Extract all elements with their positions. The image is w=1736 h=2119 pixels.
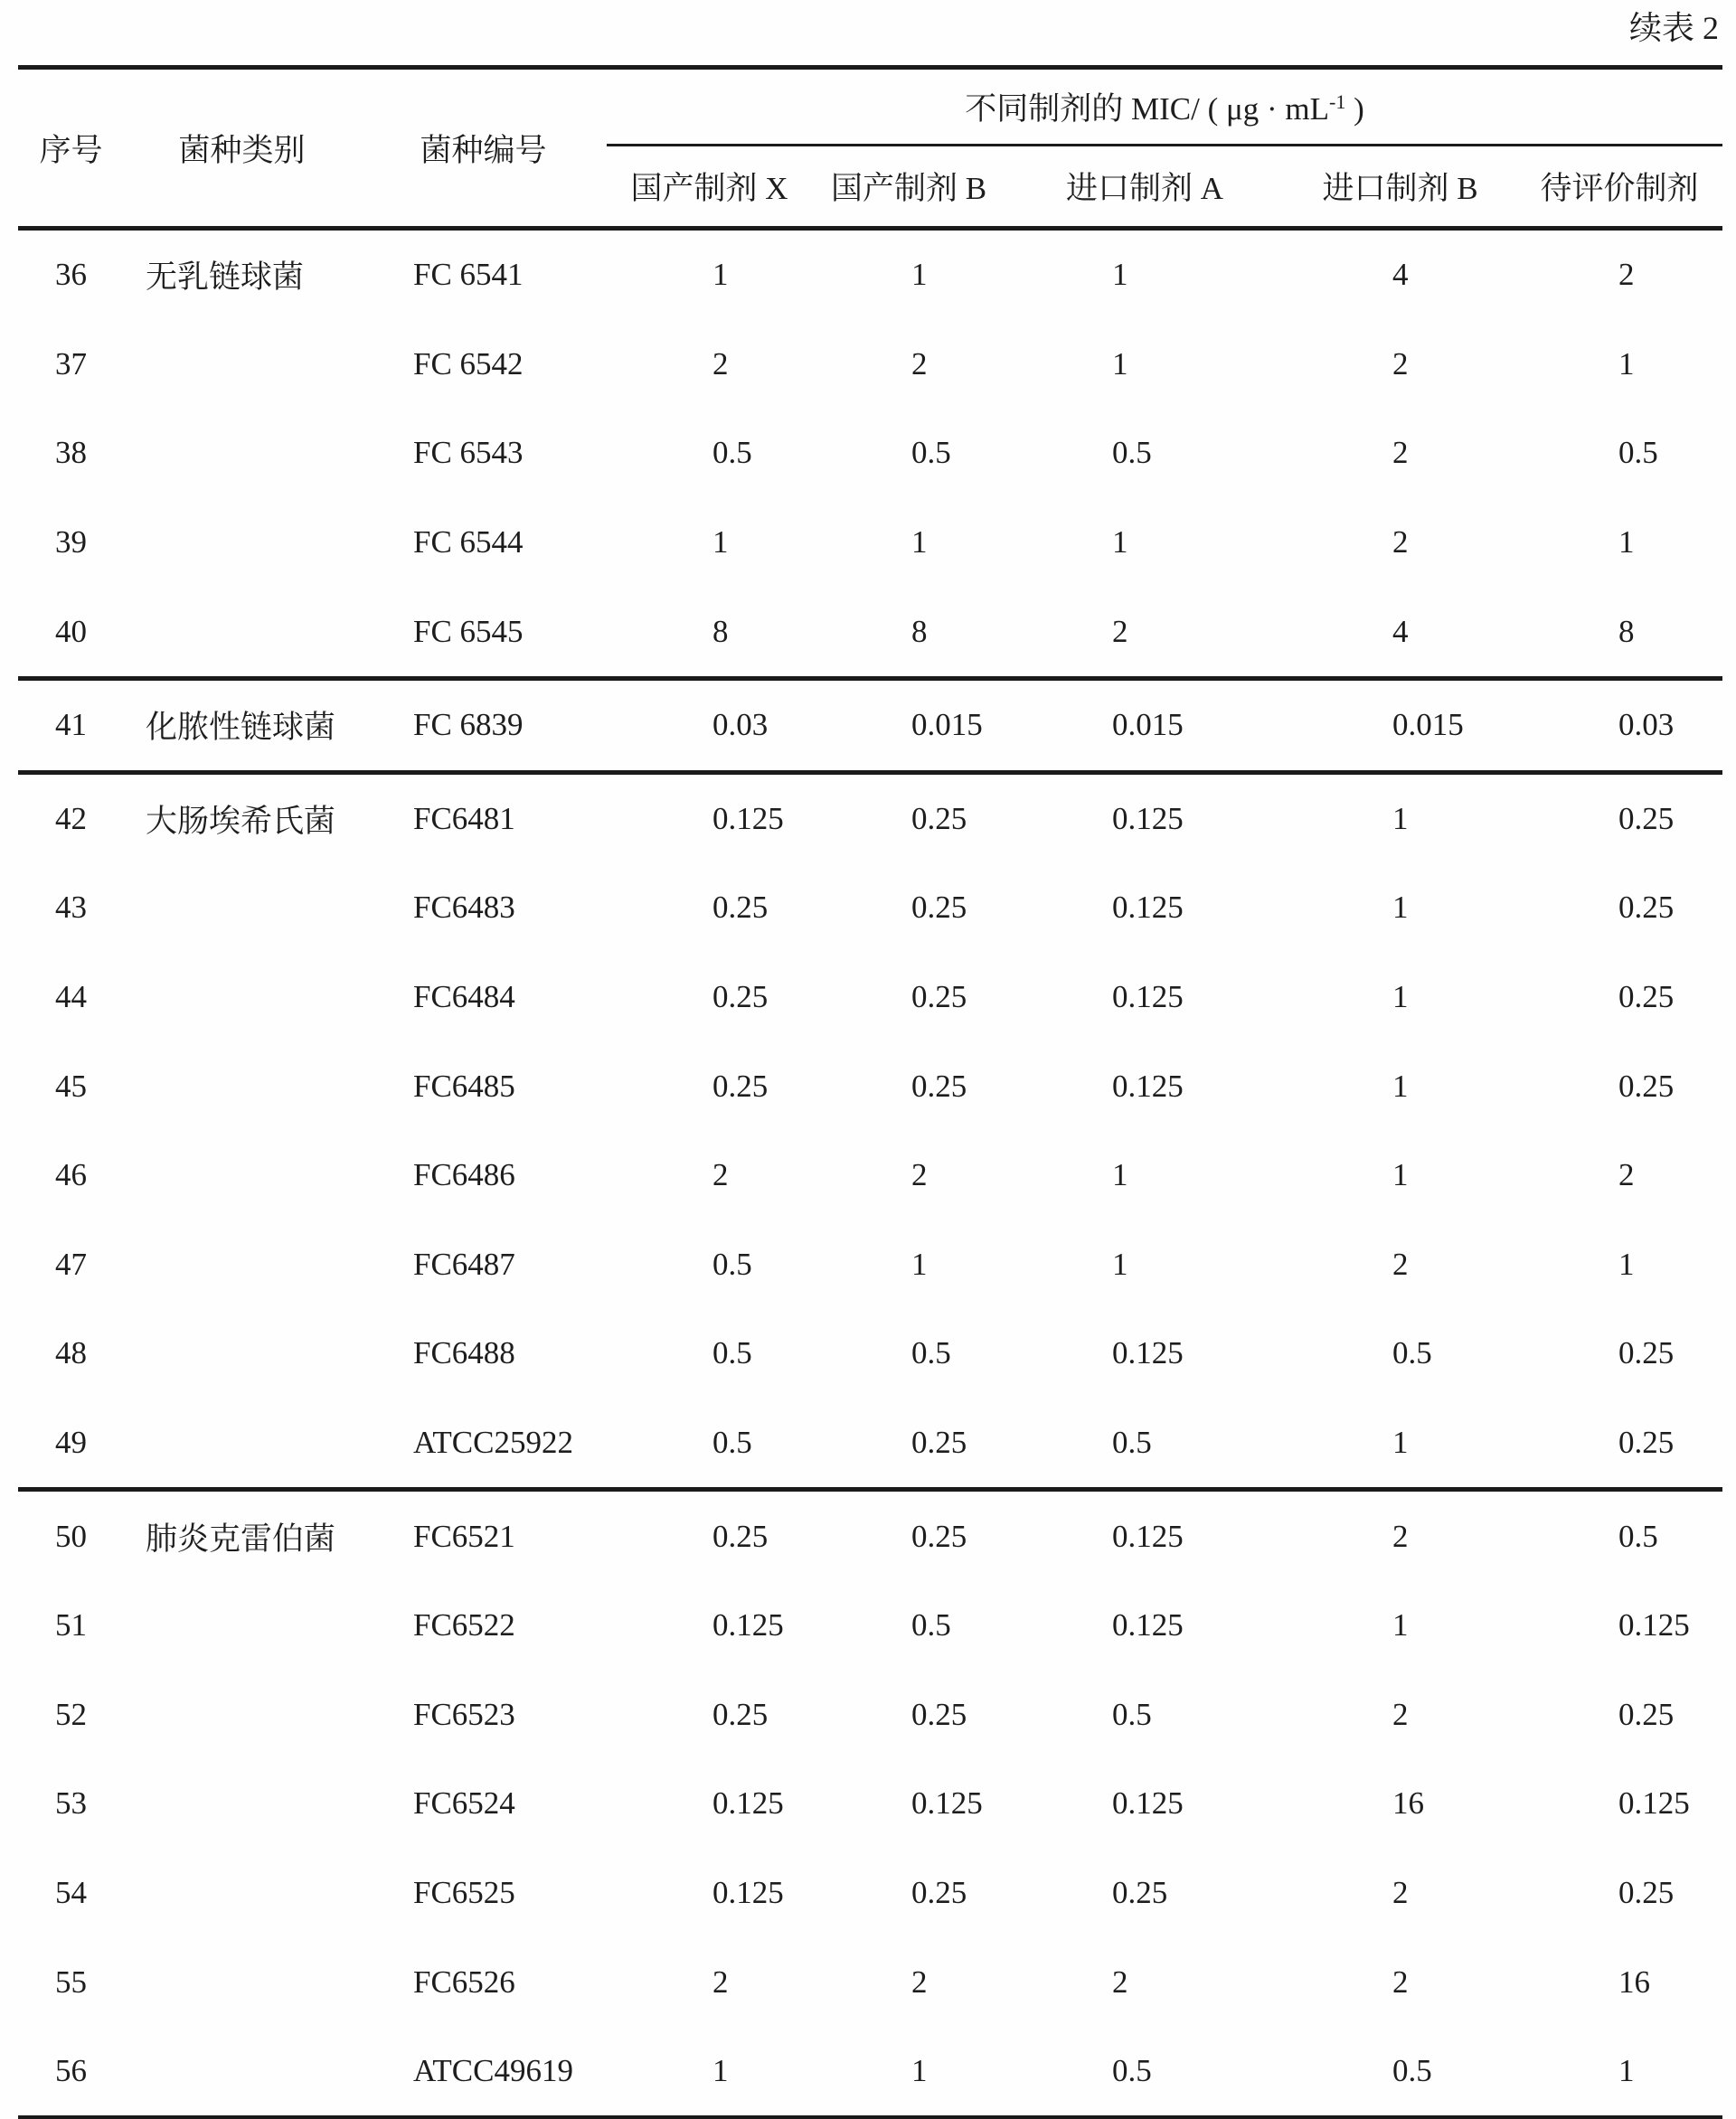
cell-strain: ATCC25922: [413, 1425, 573, 1461]
table-row: [18, 2027, 1722, 2118]
cell-mic-import-b: 2: [1284, 1490, 1516, 1581]
cell-index: 51: [55, 1607, 87, 1643]
cell-mic-import-b: 4: [1392, 257, 1409, 293]
cell-mic-import-a: 2: [1112, 613, 1128, 649]
cell-mic-import-b: 16: [1392, 1785, 1424, 1822]
header-domestic-b: 国产制剂 B: [812, 146, 1005, 229]
table-row: [18, 1671, 1722, 1760]
cell-mic-domestic-b: 0.25: [911, 1425, 967, 1461]
table-row: [18, 409, 1722, 498]
cell-mic-evaluated: 0.25: [1618, 890, 1675, 926]
cell-mic-domestic-b: 0.5: [911, 435, 951, 471]
table-row: [18, 1937, 1722, 2027]
cell-strain: FC 6544: [413, 524, 524, 560]
cell-category: [124, 953, 360, 1042]
cell-category: [124, 409, 360, 498]
table-row: [18, 320, 1722, 410]
cell-category: 无乳链球菌: [146, 259, 305, 296]
cell-strain: FC 6839: [360, 678, 607, 772]
cell-index: 36: [55, 257, 87, 293]
cell-mic-evaluated: 1: [1618, 524, 1635, 560]
cell-mic-domestic-b: 0.015: [812, 678, 1005, 772]
cell-mic-import-b: 1: [1392, 1425, 1409, 1461]
table-body: [18, 229, 1722, 2118]
cell-mic-domestic-x: 0.03: [607, 678, 812, 772]
cell-strain: FC6525: [413, 1874, 515, 1910]
cell-index: 50: [18, 1490, 124, 1581]
cell-strain: FC6483: [413, 890, 515, 926]
cell-mic-domestic-b: 0.25: [911, 1068, 967, 1104]
header-strain: 菌种编号: [360, 68, 607, 229]
header-import-b: 进口制剂 B: [1284, 146, 1516, 229]
cell-mic-evaluated: 1: [1618, 345, 1635, 381]
header-row-main: [18, 68, 1722, 146]
cell-mic-import-a: 0.125: [1112, 1785, 1184, 1822]
cell-mic-import-b: 2: [1392, 1874, 1409, 1910]
cell-index: 46: [55, 1157, 87, 1193]
cell-mic-import-a: 0.25: [1112, 1874, 1168, 1910]
cell-mic-evaluated: 0.5: [1516, 1490, 1722, 1581]
cell-mic-import-b: 1: [1392, 979, 1409, 1015]
cell-mic-import-a: 1: [1112, 524, 1128, 560]
cell-mic-domestic-x: 0.25: [607, 1490, 812, 1581]
cell-mic-domestic-b: 0.25: [911, 979, 967, 1015]
cell-strain: FC6526: [413, 1964, 515, 2000]
cell-mic-domestic-x: 0.5: [712, 435, 752, 471]
table-header: [18, 68, 1722, 229]
cell-mic-import-a: 2: [1112, 1964, 1128, 2000]
cell-index: 40: [55, 613, 87, 649]
cell-mic-domestic-b: 2: [911, 345, 928, 381]
cell-category: [124, 1759, 360, 1849]
cell-strain: FC 6543: [413, 435, 524, 471]
cell-mic-domestic-x: 0.125: [712, 1874, 784, 1910]
cell-mic-evaluated: 0.03: [1516, 678, 1722, 772]
cell-mic-domestic-x: 8: [712, 613, 729, 649]
mic-table: [18, 65, 1722, 2119]
cell-category: [124, 498, 360, 588]
cell-mic-domestic-x: 2: [712, 345, 729, 381]
cell-mic-evaluated: 0.5: [1618, 435, 1658, 471]
cell-mic-domestic-x: 0.25: [712, 979, 769, 1015]
table-row: [18, 1309, 1722, 1399]
cell-index: 37: [55, 345, 87, 381]
cell-mic-domestic-x: 0.125: [712, 1785, 784, 1822]
table-row: [18, 1399, 1722, 1490]
cell-mic-import-a: 0.5: [1112, 1696, 1152, 1732]
cell-strain: FC6521: [360, 1490, 607, 1581]
cell-mic-import-a: 1: [1112, 1246, 1128, 1282]
header-domestic-x: 国产制剂 X: [607, 146, 812, 229]
cell-category: [124, 1399, 360, 1490]
cell-strain: FC 6542: [413, 345, 524, 381]
cell-mic-domestic-b: 0.125: [911, 1785, 983, 1822]
cell-strain: FC6523: [413, 1696, 515, 1732]
cell-mic-evaluated: 0.25: [1618, 1335, 1675, 1371]
cell-category: [124, 1220, 360, 1310]
cell-mic-domestic-b: 8: [911, 613, 928, 649]
header-category: 菌种类别: [124, 68, 360, 229]
table-row: [18, 1220, 1722, 1310]
cell-mic-domestic-x: 1: [712, 257, 729, 293]
cell-mic-domestic-x: 0.25: [712, 890, 769, 926]
cell-strain: FC6485: [413, 1068, 515, 1104]
cell-mic-domestic-b: 0.25: [812, 1490, 1005, 1581]
table-row: [18, 863, 1722, 953]
cell-strain: FC 6541: [413, 257, 524, 293]
cell-mic-domestic-x: 0.5: [712, 1425, 752, 1461]
table-row: [18, 1490, 1722, 1581]
cell-mic-import-a: 0.125: [1112, 1068, 1184, 1104]
cell-index: 49: [55, 1425, 87, 1461]
cell-category: 肺炎克雷伯菌: [124, 1490, 360, 1581]
header-index: 序号: [18, 68, 124, 229]
cell-index: 56: [55, 2053, 87, 2089]
cell-index: 53: [55, 1785, 87, 1822]
cell-mic-import-a: 0.125: [1112, 1335, 1184, 1371]
cell-index: 54: [55, 1874, 87, 1910]
mic-group-superscript: -1: [1329, 90, 1346, 113]
cell-mic-domestic-b: 0.5: [911, 1335, 951, 1371]
cell-index: 55: [55, 1964, 87, 2000]
cell-mic-import-a: 0.125: [1112, 1607, 1184, 1643]
cell-mic-domestic-b: 2: [911, 1157, 928, 1193]
cell-mic-domestic-b: 0.5: [911, 1607, 951, 1643]
cell-category: [124, 320, 360, 410]
table-row: [18, 587, 1722, 678]
cell-mic-domestic-x: 0.25: [712, 1696, 769, 1732]
cell-category: [124, 863, 360, 953]
table-row: [18, 1759, 1722, 1849]
cell-mic-import-a: 0.5: [1112, 435, 1152, 471]
table-row: [18, 1581, 1722, 1671]
cell-mic-domestic-b: 1: [911, 1246, 928, 1282]
cell-strain: FC 6545: [413, 613, 524, 649]
cell-mic-import-b: 2: [1392, 524, 1409, 560]
cell-index: 42: [18, 772, 124, 863]
cell-mic-import-b: 2: [1392, 435, 1409, 471]
cell-index: 52: [55, 1696, 87, 1732]
cell-mic-import-b: 1: [1392, 890, 1409, 926]
cell-category: [124, 1937, 360, 2027]
table-row: [18, 1041, 1722, 1131]
cell-strain: FC6487: [413, 1246, 515, 1282]
cell-category: [124, 1309, 360, 1399]
cell-mic-import-b: 2: [1392, 1964, 1409, 2000]
cell-mic-import-a: 0.125: [1112, 890, 1184, 926]
table-row: [18, 772, 1722, 863]
cell-mic-evaluated: 0.125: [1618, 1607, 1690, 1643]
cell-mic-domestic-b: 0.25: [911, 1696, 967, 1732]
cell-category: 化脓性链球菌: [124, 678, 360, 772]
cell-mic-import-b: 0.5: [1392, 2053, 1432, 2089]
cell-mic-import-b: 4: [1392, 613, 1409, 649]
cell-mic-domestic-b: 2: [911, 1964, 928, 2000]
header-mic-group: [607, 68, 1722, 146]
cell-mic-evaluated: 1: [1618, 1246, 1635, 1282]
cell-mic-import-b: 1: [1392, 1157, 1409, 1193]
table-row: [18, 1849, 1722, 1938]
table-caption: 续表 2: [1628, 10, 1719, 46]
cell-index: 47: [55, 1246, 87, 1282]
cell-mic-domestic-x: 0.5: [712, 1246, 752, 1282]
cell-category: 大肠埃希氏菌: [124, 772, 360, 863]
cell-category: [124, 1849, 360, 1938]
cell-mic-import-b: 2: [1392, 345, 1409, 381]
cell-mic-import-b: 2: [1392, 1696, 1409, 1732]
table-row: [18, 229, 1722, 320]
table-row: [18, 498, 1722, 588]
table-row: [18, 678, 1722, 772]
cell-mic-import-b: 2: [1392, 1246, 1409, 1282]
cell-mic-import-a: 1: [1112, 1157, 1128, 1193]
cell-mic-evaluated: 0.25: [1618, 1874, 1675, 1910]
cell-mic-import-b: 1: [1392, 1607, 1409, 1643]
cell-mic-import-a: 0.5: [1112, 1425, 1152, 1461]
cell-mic-domestic-b: 0.25: [812, 772, 1005, 863]
cell-mic-domestic-b: 1: [911, 2053, 928, 2089]
cell-mic-import-a: 1: [1112, 345, 1128, 381]
cell-mic-domestic-x: 2: [712, 1157, 729, 1193]
cell-mic-domestic-b: 0.25: [911, 1874, 967, 1910]
mic-group-label-close: ): [1345, 91, 1364, 127]
cell-mic-import-b: 0.5: [1392, 1335, 1432, 1371]
cell-mic-domestic-x: 0.125: [712, 1607, 784, 1643]
cell-mic-evaluated: 0.25: [1618, 1068, 1675, 1104]
cell-mic-domestic-b: 1: [911, 524, 928, 560]
cell-strain: FC6484: [413, 979, 515, 1015]
cell-category: [124, 1671, 360, 1760]
cell-strain: FC6486: [413, 1157, 515, 1193]
cell-mic-evaluated: 0.125: [1618, 1785, 1690, 1822]
cell-mic-domestic-x: 1: [712, 2053, 729, 2089]
table-row: [18, 953, 1722, 1042]
cell-mic-import-a: 1: [1112, 257, 1128, 293]
cell-index: 45: [55, 1068, 87, 1104]
cell-mic-domestic-b: 0.25: [911, 890, 967, 926]
cell-category: [124, 1131, 360, 1220]
cell-mic-domestic-x: 0.125: [607, 772, 812, 863]
header-import-a: 进口制剂 A: [1005, 146, 1284, 229]
cell-category: [124, 587, 360, 678]
cell-index: 44: [55, 979, 87, 1015]
cell-mic-domestic-x: 1: [712, 524, 729, 560]
cell-strain: FC6524: [413, 1785, 515, 1822]
cell-mic-domestic-x: 0.25: [712, 1068, 769, 1104]
cell-mic-evaluated: 0.25: [1618, 1425, 1675, 1461]
cell-index: 38: [55, 435, 87, 471]
cell-index: 41: [18, 678, 124, 772]
cell-mic-import-a: 0.125: [1005, 772, 1284, 863]
cell-mic-import-a: 0.125: [1005, 1490, 1284, 1581]
cell-mic-import-a: 0.5: [1112, 2053, 1152, 2089]
cell-mic-evaluated: 1: [1618, 2053, 1635, 2089]
table-row: [18, 1131, 1722, 1220]
cell-mic-evaluated: 2: [1618, 1157, 1635, 1193]
cell-mic-import-b: 1: [1392, 1068, 1409, 1104]
cell-index: 48: [55, 1335, 87, 1371]
mic-group-label: 不同制剂的 MIC/ ( μg · mL: [965, 91, 1330, 127]
cell-mic-evaluated: 0.25: [1618, 979, 1675, 1015]
cell-mic-import-b: 1: [1284, 772, 1516, 863]
cell-mic-import-b: 0.015: [1284, 678, 1516, 772]
cell-mic-domestic-x: 2: [712, 1964, 729, 2000]
cell-mic-evaluated: 0.25: [1618, 1696, 1675, 1732]
cell-strain: FC6488: [413, 1335, 515, 1371]
cell-mic-import-a: 0.125: [1112, 979, 1184, 1015]
cell-mic-evaluated: 8: [1618, 613, 1635, 649]
cell-mic-domestic-x: 0.5: [712, 1335, 752, 1371]
cell-mic-evaluated: 2: [1618, 257, 1635, 293]
cell-index: 43: [55, 890, 87, 926]
cell-mic-import-a: 0.015: [1005, 678, 1284, 772]
cell-index: 39: [55, 524, 87, 560]
cell-strain: FC6522: [413, 1607, 515, 1643]
cell-category: [124, 1581, 360, 1671]
cell-category: [124, 1041, 360, 1131]
cell-strain: ATCC49619: [413, 2053, 573, 2089]
cell-strain: FC6481: [360, 772, 607, 863]
cell-mic-domestic-b: 1: [911, 257, 928, 293]
cell-category: [124, 2027, 360, 2118]
header-evaluated: 待评价制剂: [1516, 146, 1722, 229]
cell-mic-evaluated: 16: [1618, 1964, 1650, 2000]
cell-mic-evaluated: 0.25: [1516, 772, 1722, 863]
